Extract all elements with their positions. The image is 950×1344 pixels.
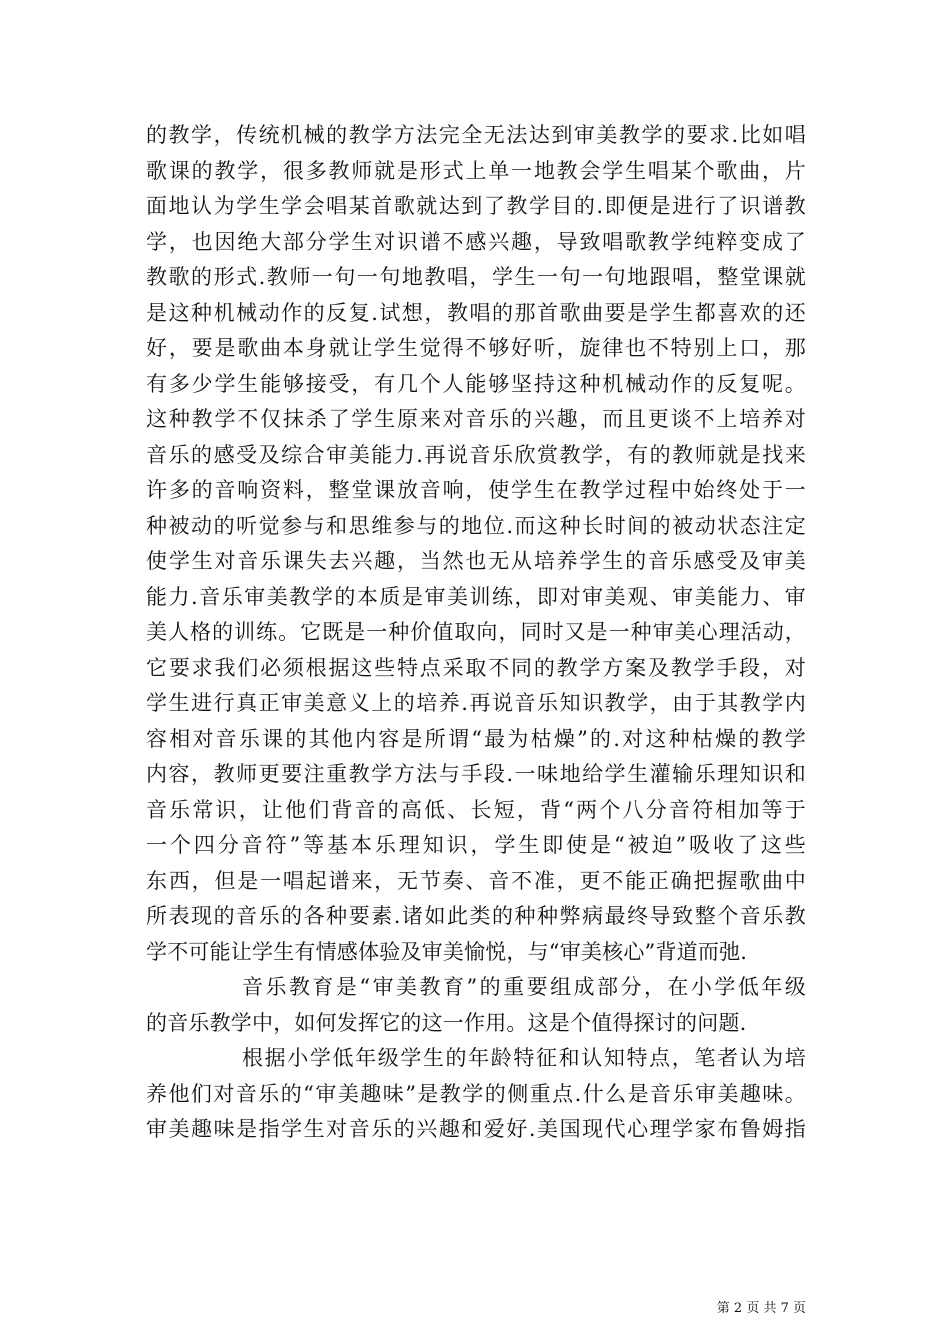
text-line: 的教学，传统机械的教学方法完全无法达到审美教学的要求.比如唱 <box>146 123 806 147</box>
text-line: 学生进行真正审美意义上的培养.再说音乐知识教学，由于其教学内 <box>146 691 806 715</box>
text-line: 歌课的教学，很多教师就是形式上单一地教会学生唱某个歌曲，片 <box>146 158 806 183</box>
text-line: 这种教学不仅抹杀了学生原来对音乐的兴趣，而且更谈不上培养对 <box>146 407 806 431</box>
text-line: 一个四分音符”等基本乐理知识，学生即使是“被迫”吸收了这些 <box>146 833 806 857</box>
text-line: 它要求我们必须根据这些特点采取不同的教学方案及教学手段，对 <box>146 655 806 680</box>
text-line: 音乐的感受及综合审美能力.再说音乐欣赏教学，有的教师就是找来 <box>146 442 806 467</box>
text-line: 音乐常识，让他们背音的高低、长短，背“两个八分音符相加等于 <box>146 797 806 822</box>
text-line: 使学生对音乐课失去兴趣，当然也无从培养学生的音乐感受及审美 <box>146 549 806 573</box>
text-line: 所表现的音乐的各种要素.诸如此类的种种弊病最终导致整个音乐教 <box>146 904 806 928</box>
text-line: 学不可能让学生有情感体验及审美愉悦，与“审美核心”背道而弛. <box>146 939 748 964</box>
text-line: 学，也因绝大部分学生对识谱不感兴趣，导致唱歌教学纯粹变成了 <box>146 229 806 254</box>
text-line: 许多的音响资料，整堂课放音响，使学生在教学过程中始终处于一 <box>146 478 806 502</box>
text-line: 能力.音乐审美教学的本质是审美训练，即对审美观、审美能力、审 <box>146 584 806 609</box>
text-line: 面地认为学生学会唱某首歌就达到了教学目的.即便是进行了识谱教 <box>146 194 806 218</box>
text-line: 教歌的形式.教师一句一句地教唱，学生一句一句地跟唱，整堂课就 <box>146 265 806 289</box>
text-line: 种被动的听觉参与和思维参与的地位.而这种长时间的被动状态注定 <box>146 513 806 538</box>
text-line: 养他们对音乐的“审美趣味”是教学的侧重点.什么是音乐审美趣味。 <box>146 1081 806 1106</box>
text-line: 东西，但是一唱起谱来，无节奏、音不准，更不能正确把握歌曲中 <box>146 868 806 893</box>
text-line: 美人格的训练。它既是一种价值取向，同时又是一种审美心理活动， <box>146 620 806 644</box>
text-line: 的音乐教学中，如何发挥它的这一作用。这是个值得探讨的问题. <box>146 1010 747 1035</box>
page-number: 第 2 页 共 7 页 <box>716 1301 806 1316</box>
text-line: 容相对音乐课的其他内容是所谓“最为枯燥”的.对这种枯燥的教学 <box>146 726 806 751</box>
text-line: 内容，教师更要注重教学方法与手段.一味地给学生灌输乐理知识和 <box>146 762 806 786</box>
text-line: 有多少学生能够接受，有几个人能够坚持这种机械动作的反复呢。 <box>146 371 806 396</box>
body-text <box>146 118 806 1148</box>
text-line: 是这种机械动作的反复.试想，教唱的那首歌曲要是学生都喜欢的还 <box>146 300 806 325</box>
text-line: 音乐教育是“审美教育”的重要组成部分，在小学低年级 <box>242 975 806 999</box>
text-line: 好，要是歌曲本身就让学生觉得不够好听，旋律也不特别上口，那 <box>146 336 806 360</box>
text-line: 审美趣味是指学生对音乐的兴趣和爱好.美国现代心理学家布鲁姆指 <box>146 1117 806 1141</box>
text-line: 根据小学低年级学生的年龄特征和认知特点，笔者认为培 <box>242 1046 806 1070</box>
